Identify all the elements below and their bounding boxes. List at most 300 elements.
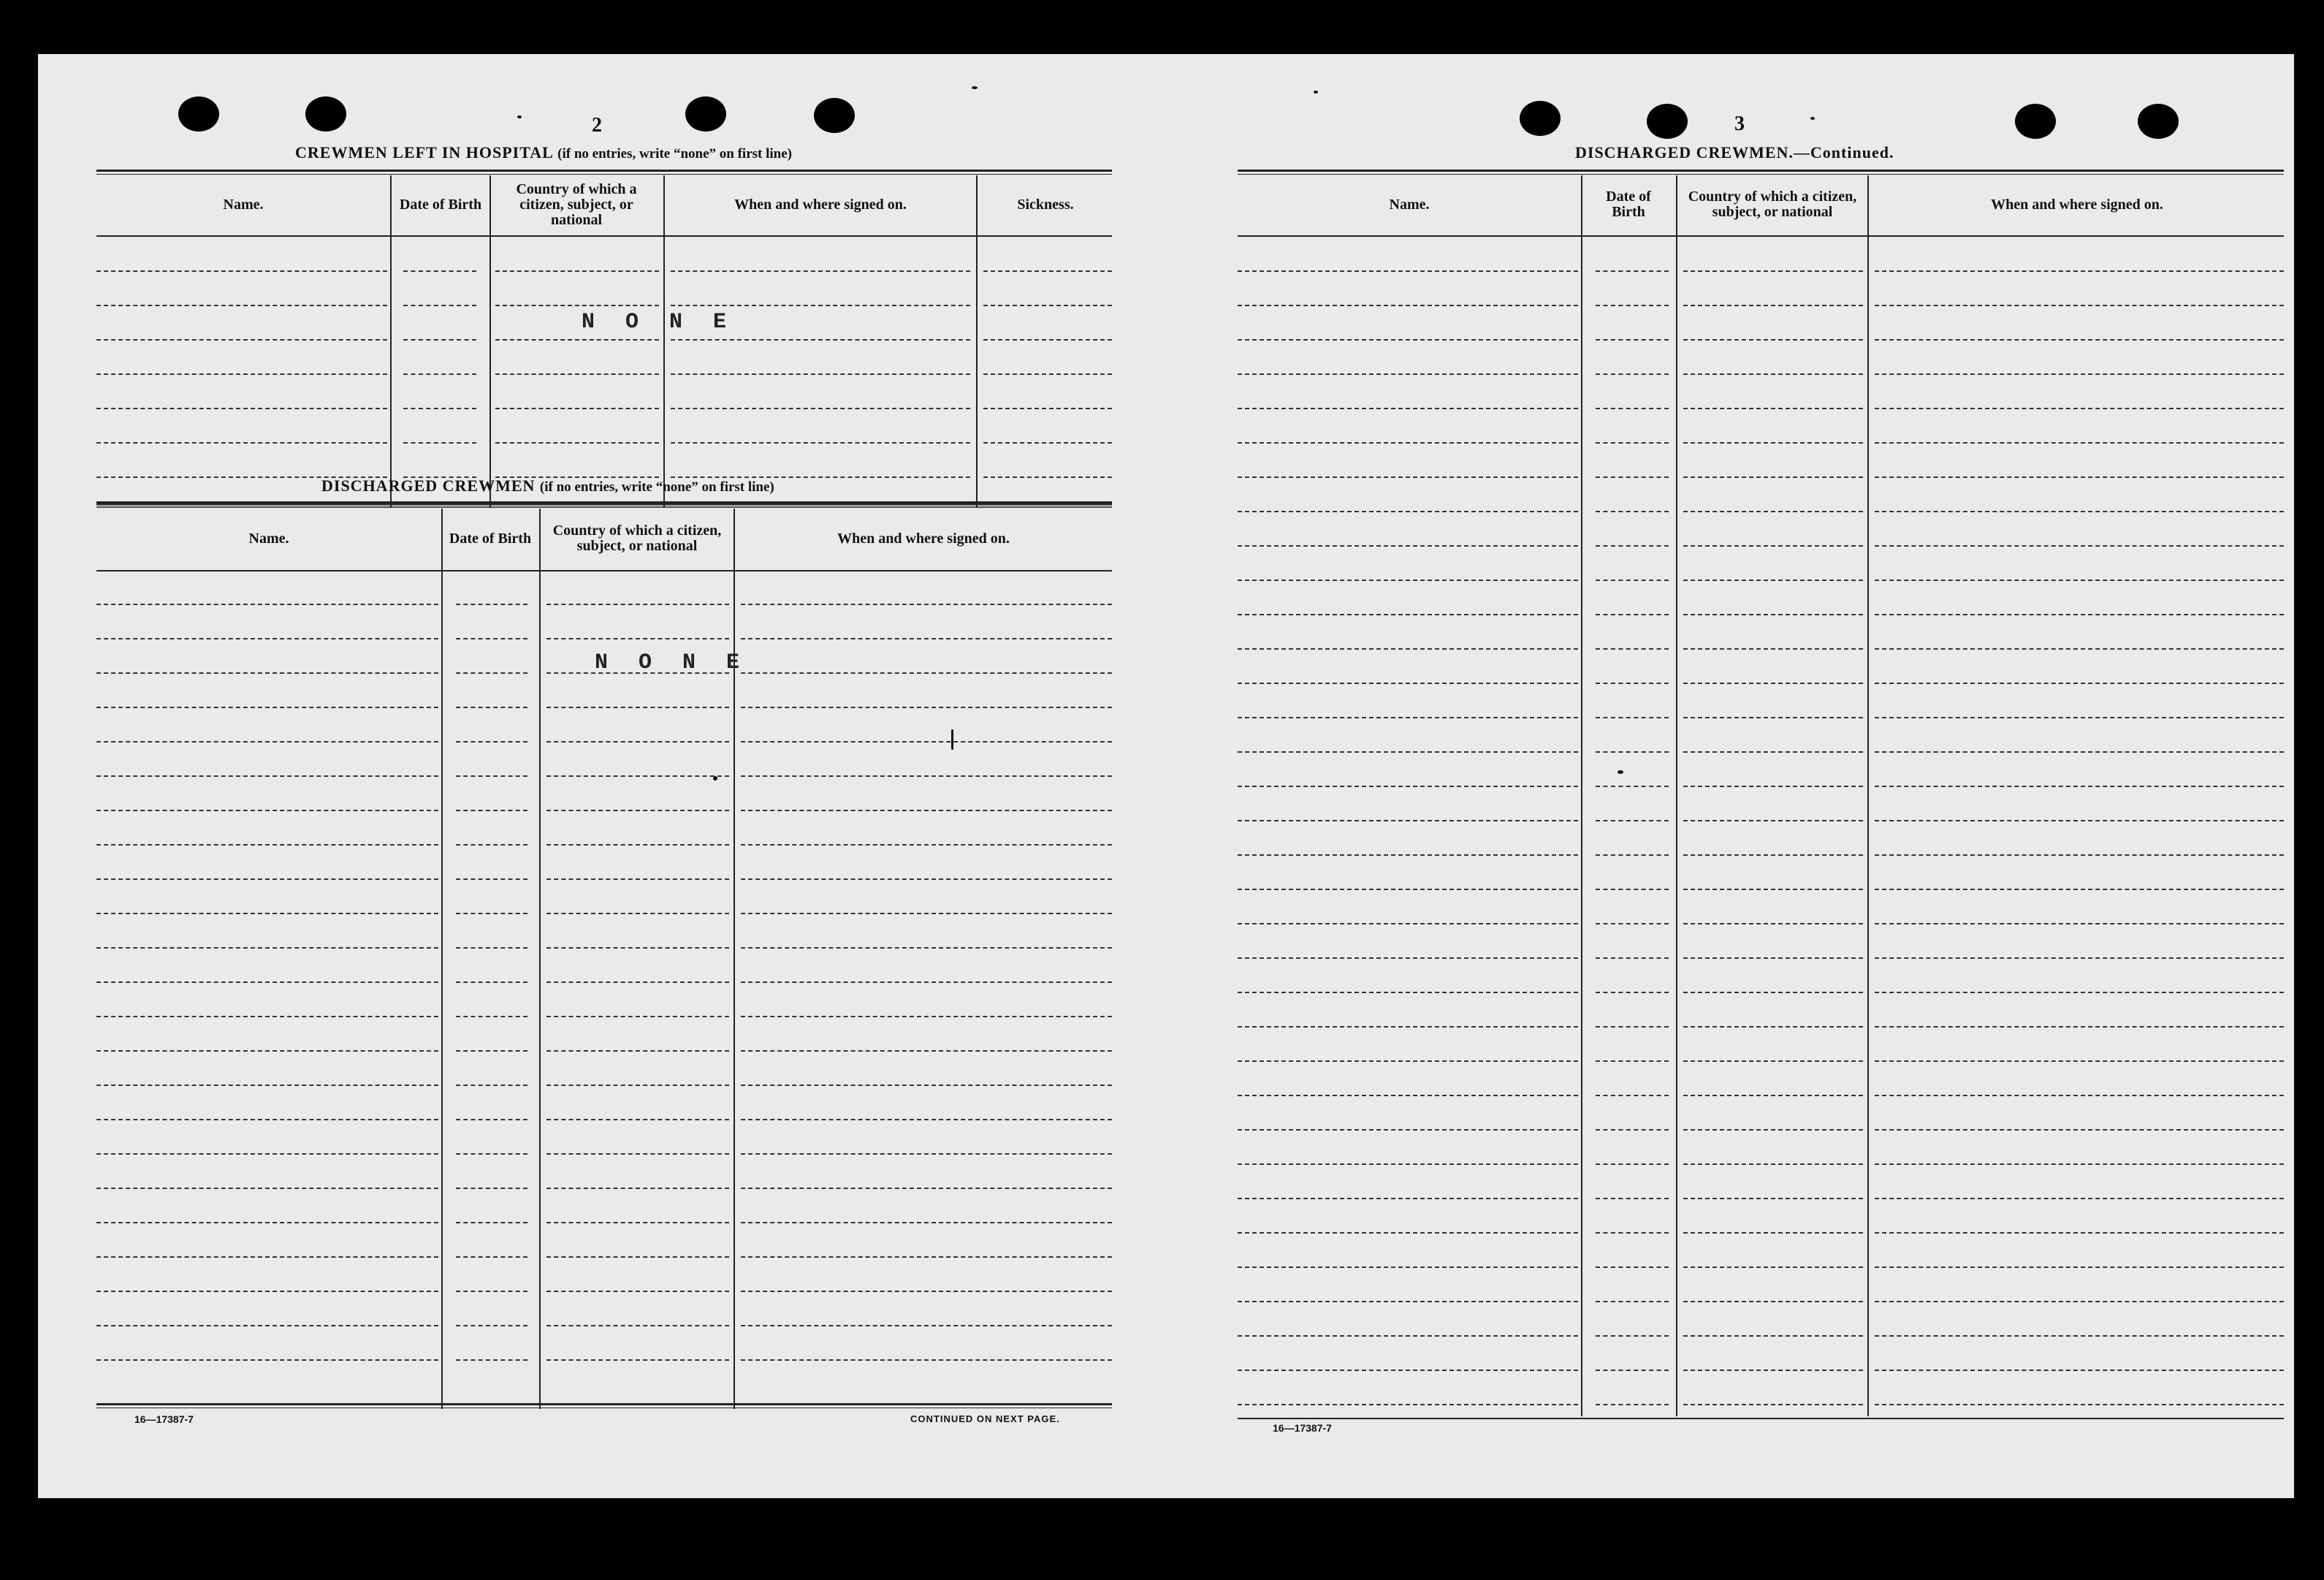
- ruled-line: [456, 981, 527, 983]
- ruled-line: [96, 305, 387, 306]
- ruled-line: [96, 1188, 438, 1189]
- ruled-line: [741, 638, 1112, 639]
- ruled-line: [1683, 786, 1863, 787]
- ruled-line: [1238, 923, 1578, 924]
- ruled-line: [1238, 545, 1578, 547]
- speck: [517, 115, 522, 118]
- ruled-line: [96, 604, 438, 605]
- ruled-line: [1875, 408, 2284, 409]
- ruled-line: [1875, 1129, 2284, 1131]
- ruled-line: [1683, 1404, 1863, 1405]
- ruled-line: [1238, 1163, 1578, 1165]
- ruled-line: [1875, 1163, 2284, 1165]
- col-header-date-of-birth: Date of Birth: [1606, 189, 1651, 220]
- column-divider: [441, 509, 443, 1409]
- ruled-line: [495, 305, 659, 306]
- ruled-line: [96, 373, 387, 375]
- column-divider: [976, 175, 978, 507]
- ruled-line: [1875, 1060, 2284, 1062]
- ruled-line: [1683, 717, 1863, 718]
- ruled-line: [1596, 476, 1669, 478]
- ruled-line: [1238, 476, 1578, 478]
- ruled-line: [741, 1256, 1112, 1258]
- ruled-line: [983, 339, 1112, 341]
- ruled-line: [96, 707, 438, 708]
- column-divider: [1676, 175, 1677, 1416]
- ruled-line: [1238, 580, 1578, 581]
- ruled-line: [1683, 820, 1863, 821]
- ruled-line: [741, 878, 1112, 880]
- ruled-line: [1875, 1335, 2284, 1337]
- hospital-title-text: CREWMEN LEFT IN HOSPITAL: [295, 143, 553, 162]
- ruled-line: [1875, 545, 2284, 547]
- ruled-line: [1238, 270, 1578, 272]
- ruled-line: [1596, 511, 1669, 512]
- ruled-line: [546, 1256, 729, 1258]
- ruled-line: [96, 1291, 438, 1292]
- ruled-line: [456, 878, 527, 880]
- ruled-line: [495, 270, 659, 272]
- page-number-right: 3: [1734, 113, 1745, 135]
- ruled-line: [741, 981, 1112, 983]
- ruled-line: [1875, 751, 2284, 753]
- ruled-line: [1238, 1095, 1578, 1096]
- ruled-line: [1596, 786, 1669, 787]
- ruled-line: [1596, 1370, 1669, 1371]
- speck: [972, 86, 978, 89]
- ruled-line: [546, 1016, 729, 1017]
- ruled-line: [1596, 1129, 1669, 1131]
- ruled-line: [1238, 408, 1578, 409]
- punch-hole: [685, 96, 726, 132]
- ruled-line: [1683, 511, 1863, 512]
- ruled-line: [546, 913, 729, 914]
- ruled-line: [671, 305, 970, 306]
- ruled-line: [1875, 442, 2284, 444]
- ruled-line: [1596, 1404, 1669, 1405]
- ruled-line: [1875, 1095, 2284, 1096]
- ruled-line: [1683, 1026, 1863, 1028]
- ruled-line: [1238, 1266, 1578, 1268]
- ruled-line: [741, 775, 1112, 777]
- ruled-line: [1683, 992, 1863, 993]
- ruled-line: [1875, 1266, 2284, 1268]
- ruled-line: [96, 1256, 438, 1258]
- ruled-line: [546, 1188, 729, 1189]
- ruled-line: [1875, 1370, 2284, 1371]
- discharged-table-right: [1238, 170, 2284, 1416]
- ruled-line: [456, 741, 527, 742]
- table-top-rule: [96, 503, 1112, 508]
- table-bottom-rule: [96, 1403, 1112, 1408]
- ruled-line: [1683, 683, 1863, 684]
- ruled-line: [1596, 1301, 1669, 1302]
- ruled-line: [456, 1325, 527, 1326]
- ruled-line: [1238, 683, 1578, 684]
- ruled-line: [96, 844, 438, 846]
- ruled-line: [403, 270, 476, 272]
- ruled-line: [1875, 820, 2284, 821]
- ruled-line: [1238, 305, 1578, 306]
- ruled-line: [456, 1085, 527, 1086]
- punch-hole: [814, 98, 855, 133]
- ruled-line: [1238, 614, 1578, 615]
- col-header-country: Country of which a citizen, subject, or national: [516, 181, 637, 228]
- ruled-line: [1596, 854, 1669, 856]
- ruled-line: [96, 775, 438, 777]
- ruled-line: [1238, 992, 1578, 993]
- column-divider: [539, 509, 541, 1409]
- ruled-line: [1683, 442, 1863, 444]
- column-divider: [734, 509, 735, 1409]
- ruled-line: [741, 947, 1112, 949]
- ruled-line: [1596, 1060, 1669, 1062]
- ruled-line: [983, 305, 1112, 306]
- ruled-line: [671, 408, 970, 409]
- ruled-line: [741, 1222, 1112, 1223]
- ruled-line: [1875, 373, 2284, 375]
- ruled-line: [1238, 1370, 1578, 1371]
- ruled-line: [1596, 1335, 1669, 1337]
- ruled-line: [1875, 339, 2284, 341]
- ruled-line: [546, 775, 729, 777]
- continued-note: CONTINUED ON NEXT PAGE.: [910, 1413, 1060, 1424]
- ruled-line: [1683, 1335, 1863, 1337]
- ruled-line: [1875, 1232, 2284, 1234]
- hospital-section-title: [295, 143, 792, 162]
- ruled-line: [1596, 751, 1669, 753]
- ruled-line: [983, 476, 1112, 478]
- speck: [1314, 91, 1318, 94]
- ruled-line: [403, 442, 476, 444]
- ruled-line: [1596, 923, 1669, 924]
- ruled-line: [96, 981, 438, 983]
- ruled-line: [1683, 1095, 1863, 1096]
- ruled-line: [1875, 476, 2284, 478]
- ruled-line: [1683, 373, 1863, 375]
- ruled-line: [1596, 408, 1669, 409]
- ruled-line: [1596, 545, 1669, 547]
- ruled-line: [1596, 1266, 1669, 1268]
- ruled-line: [1238, 889, 1578, 890]
- ruled-line: [1683, 545, 1863, 547]
- ruled-line: [403, 339, 476, 341]
- ruled-line: [96, 1085, 438, 1086]
- form-number-left: 16—17387-7: [134, 1413, 194, 1425]
- ruled-line: [1596, 1163, 1669, 1165]
- ruled-line: [1875, 957, 2284, 959]
- ruled-line: [1683, 854, 1863, 856]
- ruled-line: [546, 947, 729, 949]
- ruled-line: [741, 1291, 1112, 1292]
- ruled-line: [96, 408, 387, 409]
- ruled-line: [1238, 442, 1578, 444]
- ruled-line: [546, 741, 729, 742]
- ruled-line: [456, 947, 527, 949]
- ruled-line: [1683, 339, 1863, 341]
- col-header-signed-on: When and where signed on.: [734, 196, 907, 213]
- ruled-line: [741, 604, 1112, 605]
- col-header-sickness: Sickness.: [1017, 196, 1074, 213]
- ruled-line: [456, 775, 527, 777]
- ruled-line: [1875, 786, 2284, 787]
- ruled-line: [1683, 1301, 1863, 1302]
- ruled-line: [1683, 408, 1863, 409]
- ruled-line: [96, 270, 387, 272]
- ruled-line: [1683, 648, 1863, 650]
- ruled-line: [96, 878, 438, 880]
- ruled-line: [1238, 1060, 1578, 1062]
- ruled-line: [741, 810, 1112, 811]
- table-top-rule: [96, 170, 1112, 175]
- ruled-line: [671, 373, 970, 375]
- table-top-rule: [1238, 170, 2284, 175]
- ruled-line: [1596, 442, 1669, 444]
- ruled-line: [96, 1359, 438, 1361]
- ruled-line: [546, 604, 729, 605]
- ruled-line: [1238, 1404, 1578, 1405]
- ruled-line: [403, 408, 476, 409]
- ruled-line: [546, 1085, 729, 1086]
- punch-hole: [2138, 104, 2179, 139]
- ruled-line: [1596, 820, 1669, 821]
- ruled-line: [1596, 889, 1669, 890]
- ruled-line: [1238, 339, 1578, 341]
- form-number-right: 16—17387-7: [1273, 1422, 1332, 1434]
- ruled-line: [456, 1119, 527, 1120]
- ruled-line: [96, 672, 438, 674]
- ruled-line: [456, 1222, 527, 1223]
- ruled-line: [1875, 614, 2284, 615]
- ruled-line: [1238, 648, 1578, 650]
- ruled-line: [1596, 683, 1669, 684]
- col-header-name: Name.: [248, 530, 289, 547]
- ruled-line: [1596, 373, 1669, 375]
- ruled-line: [671, 270, 970, 272]
- col-header-signed-on: When and where signed on.: [837, 530, 1010, 547]
- page-number-left: 2: [592, 114, 602, 137]
- ruled-line: [1683, 476, 1863, 478]
- ruled-line: [1238, 786, 1578, 787]
- ruled-line: [546, 844, 729, 846]
- speck: [1810, 117, 1815, 120]
- ruled-line: [741, 913, 1112, 914]
- ruled-line: [1875, 854, 2284, 856]
- discharged-instruction: (if no entries, write “none” on first line): [539, 479, 774, 495]
- ruled-line: [741, 844, 1112, 846]
- column-divider: [663, 175, 665, 507]
- ruled-line: [546, 1153, 729, 1155]
- ruled-line: [1596, 1026, 1669, 1028]
- ruled-line: [1238, 751, 1578, 753]
- ruled-line: [546, 981, 729, 983]
- ruled-line: [1875, 889, 2284, 890]
- ruled-line: [1683, 889, 1863, 890]
- ruled-line: [741, 1119, 1112, 1120]
- ruled-line: [96, 442, 387, 444]
- ruled-line: [1238, 957, 1578, 959]
- ruled-line: [96, 1016, 438, 1017]
- ruled-line: [1875, 1301, 2284, 1302]
- ruled-line: [1875, 992, 2284, 993]
- ruled-line: [1596, 580, 1669, 581]
- ruled-line: [1683, 580, 1863, 581]
- ruled-line: [403, 373, 476, 375]
- col-header-signed-on: When and where signed on.: [1991, 196, 2163, 213]
- ruled-line: [1238, 1335, 1578, 1337]
- ruled-line: [495, 373, 659, 375]
- ruled-line: [1683, 1163, 1863, 1165]
- ruled-line: [1596, 717, 1669, 718]
- ruled-line: [96, 1222, 438, 1223]
- ruled-line: [741, 707, 1112, 708]
- ruled-line: [1683, 957, 1863, 959]
- punch-hole: [178, 96, 219, 132]
- ruled-line: [1596, 957, 1669, 959]
- ruled-line: [1683, 614, 1863, 615]
- ruled-line: [96, 947, 438, 949]
- ruled-line: [1683, 1060, 1863, 1062]
- discharged-section-title: [321, 476, 774, 495]
- ruled-line: [1683, 923, 1863, 924]
- ruled-line: [456, 913, 527, 914]
- ruled-line: [1596, 270, 1669, 272]
- ruled-line: [1596, 1198, 1669, 1199]
- ruled-line: [1875, 1404, 2284, 1405]
- ruled-line: [546, 1119, 729, 1120]
- ruled-line: [983, 442, 1112, 444]
- hospital-none-entry: N O N E: [582, 310, 736, 335]
- ruled-line: [546, 810, 729, 811]
- col-header-country: Country of which a citizen, subject, or national: [1688, 189, 1857, 220]
- ruled-line: [671, 339, 970, 341]
- column-divider: [390, 175, 392, 507]
- ruled-line: [1596, 648, 1669, 650]
- ruled-line: [546, 878, 729, 880]
- ruled-line: [1683, 1129, 1863, 1131]
- ruled-line: [1683, 270, 1863, 272]
- ruled-line: [1238, 1301, 1578, 1302]
- ruled-line: [741, 1085, 1112, 1086]
- ruled-line: [1683, 1370, 1863, 1371]
- ruled-line: [741, 672, 1112, 674]
- ruled-line: [1683, 1198, 1863, 1199]
- column-divider: [1867, 175, 1869, 1416]
- ruled-line: [403, 305, 476, 306]
- ruled-line: [1875, 923, 2284, 924]
- discharged-continued-title: [1575, 143, 1894, 162]
- column-divider: [489, 175, 491, 507]
- ruled-line: [1875, 511, 2284, 512]
- ruled-line: [546, 707, 729, 708]
- ruled-line: [456, 1359, 527, 1361]
- ruled-line: [741, 1325, 1112, 1326]
- ruled-line: [1238, 511, 1578, 512]
- ruled-line: [1596, 305, 1669, 306]
- ruled-line: [1683, 1232, 1863, 1234]
- hospital-table: [96, 170, 1112, 507]
- ruled-line: [456, 1291, 527, 1292]
- ruled-line: [495, 442, 659, 444]
- ruled-line: [546, 1222, 729, 1223]
- ruled-line: [456, 1188, 527, 1189]
- ruled-line: [96, 913, 438, 914]
- ruled-line: [1596, 1232, 1669, 1234]
- ruled-line: [96, 1050, 438, 1052]
- col-header-name: Name.: [1389, 196, 1430, 213]
- ruled-line: [1596, 339, 1669, 341]
- ruled-line: [1238, 1198, 1578, 1199]
- ruled-line: [1683, 305, 1863, 306]
- ruled-line: [456, 844, 527, 846]
- ruled-line: [546, 638, 729, 639]
- ruled-line: [1875, 683, 2284, 684]
- discharged-table-left: [96, 503, 1112, 1409]
- ruled-line: [96, 1153, 438, 1155]
- column-divider: [1581, 175, 1582, 1416]
- col-header-date-of-birth: Date of Birth: [449, 530, 532, 547]
- ruled-line: [456, 810, 527, 811]
- ruled-line: [1875, 270, 2284, 272]
- ruled-line: [1875, 648, 2284, 650]
- ruled-line: [741, 1016, 1112, 1017]
- ruled-line: [671, 442, 970, 444]
- ruled-line: [495, 408, 659, 409]
- ruled-line: [456, 604, 527, 605]
- discharged-title-text: DISCHARGED CREWMEN: [321, 476, 536, 495]
- punch-hole: [2015, 104, 2056, 139]
- ruled-line: [741, 1188, 1112, 1189]
- ruled-line: [1875, 1198, 2284, 1199]
- ruled-line: [1596, 614, 1669, 615]
- ruled-line: [1238, 373, 1578, 375]
- ruled-line: [456, 1256, 527, 1258]
- ruled-line: [1875, 305, 2284, 306]
- ruled-line: [96, 638, 438, 639]
- ruled-line: [741, 1153, 1112, 1155]
- ruled-line: [741, 1050, 1112, 1052]
- ruled-line: [456, 707, 527, 708]
- ruled-line: [546, 1291, 729, 1292]
- ruled-line: [456, 638, 527, 639]
- col-header-date-of-birth: Date of Birth: [399, 196, 482, 213]
- ruled-line: [96, 339, 387, 341]
- ruled-line: [546, 1325, 729, 1326]
- ruled-line: [1238, 1026, 1578, 1028]
- ruled-line: [741, 741, 1112, 742]
- discharged-none-entry: N O N E: [595, 650, 749, 675]
- ruled-line: [1875, 580, 2284, 581]
- ruled-line: [96, 741, 438, 742]
- ruled-line: [546, 1359, 729, 1361]
- ruled-line: [741, 1359, 1112, 1361]
- discharged-continued-title-text: DISCHARGED CREWMEN.—Continued.: [1575, 143, 1894, 162]
- ruled-line: [1238, 820, 1578, 821]
- punch-hole: [305, 96, 346, 132]
- ruled-line: [456, 1050, 527, 1052]
- ruled-line: [96, 1325, 438, 1326]
- ruled-line: [1875, 1026, 2284, 1028]
- ruled-line: [1596, 1095, 1669, 1096]
- punch-hole: [1647, 104, 1688, 139]
- ruled-line: [983, 408, 1112, 409]
- header-rule: [96, 235, 1112, 237]
- ruled-line: [983, 373, 1112, 375]
- document-paper: [38, 54, 2294, 1498]
- ruled-line: [1238, 1129, 1578, 1131]
- col-header-country: Country of which a citizen, subject, or national: [552, 523, 722, 554]
- table-bottom-rule: [1238, 1418, 2284, 1419]
